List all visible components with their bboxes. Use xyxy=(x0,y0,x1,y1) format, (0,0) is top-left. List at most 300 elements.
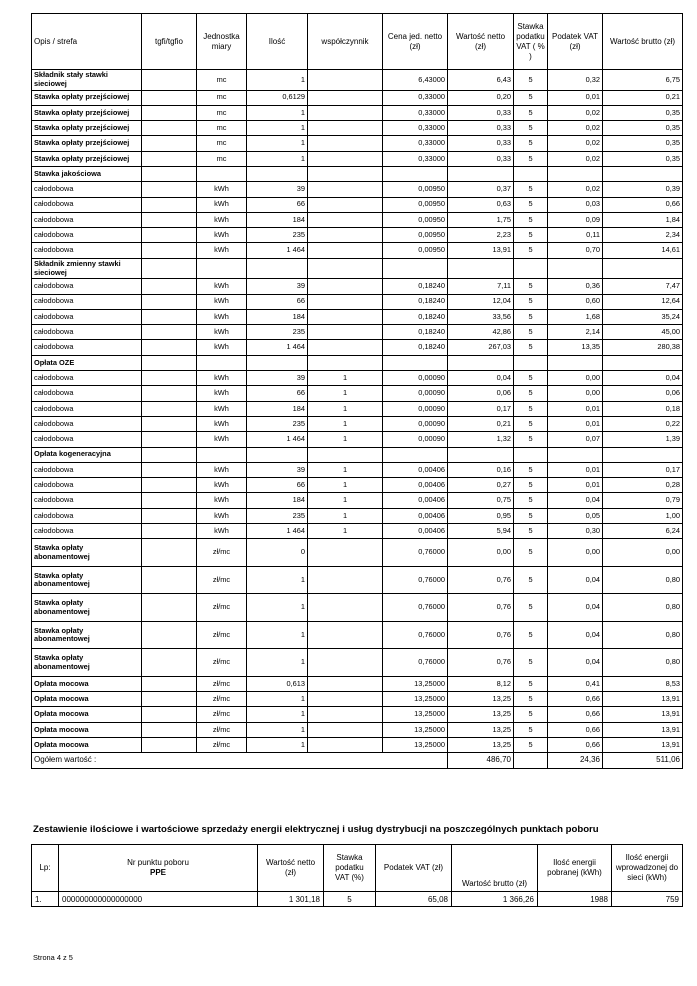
cell-ilosc: 1 xyxy=(247,105,308,120)
cell-wspolczynnik xyxy=(308,355,383,370)
cell-ilosc: 1 xyxy=(247,722,308,737)
cell-wspolczynnik xyxy=(308,279,383,294)
cell-ilosc: 235 xyxy=(247,228,308,243)
sum-cell-pobrana: 1988 xyxy=(538,892,612,907)
cell-ilosc: 1 xyxy=(247,594,308,622)
cell-ilosc: 39 xyxy=(247,462,308,477)
cell-cena: 0,00406 xyxy=(383,462,448,477)
cell-netto: 0,33 xyxy=(448,136,514,151)
cell-tgfi xyxy=(142,279,197,294)
cell-netto xyxy=(448,166,514,181)
charge-row xyxy=(32,105,683,120)
cell-cena: 0,00950 xyxy=(383,212,448,227)
cell-ilosc: 1 xyxy=(247,738,308,753)
cell-opis: Stawka opłaty przejściowej xyxy=(32,90,142,105)
total-vat: 24,36 xyxy=(548,753,603,768)
cell-wspolczynnik xyxy=(308,243,383,258)
cell-opis: Opłata mocowa xyxy=(32,692,142,707)
cell-stawka: 5 xyxy=(514,151,548,166)
cell-tgfi xyxy=(142,416,197,431)
cell-stawka: 5 xyxy=(514,508,548,523)
cell-opis: całodobowa xyxy=(32,493,142,508)
cell-jednostka: kWh xyxy=(197,401,247,416)
cell-opis: Składnik stały stawki sieciowej xyxy=(32,70,142,91)
cell-stawka: 5 xyxy=(514,309,548,324)
cell-brutto: 1,84 xyxy=(603,212,683,227)
cell-opis: całodobowa xyxy=(32,478,142,493)
cell-netto: 0,06 xyxy=(448,386,514,401)
cell-vat: 0,01 xyxy=(548,90,603,105)
cell-brutto: 0,80 xyxy=(603,594,683,622)
cell-opis: Stawka opłaty przejściowej xyxy=(32,105,142,120)
sum-cell-ppe: 000000000000000000 xyxy=(59,892,258,907)
cell-cena: 0,00950 xyxy=(383,197,448,212)
cell-tgfi xyxy=(142,566,197,594)
cell-ilosc: 1 xyxy=(247,566,308,594)
cell-ilosc xyxy=(247,166,308,181)
cell-netto: 0,27 xyxy=(448,478,514,493)
cell-netto: 6,43 xyxy=(448,70,514,91)
cell-opis: Opłata mocowa xyxy=(32,738,142,753)
cell-stawka xyxy=(514,355,548,370)
cell-brutto: 0,22 xyxy=(603,416,683,431)
cell-brutto: 12,64 xyxy=(603,294,683,309)
cell-cena: 0,33000 xyxy=(383,136,448,151)
total-netto: 486,70 xyxy=(448,753,514,768)
cell-jednostka: kWh xyxy=(197,243,247,258)
cell-cena: 0,76000 xyxy=(383,594,448,622)
cell-netto: 2,23 xyxy=(448,228,514,243)
charge-row xyxy=(32,676,683,691)
cell-cena: 0,00406 xyxy=(383,478,448,493)
cell-ilosc: 1 464 xyxy=(247,432,308,447)
cell-ilosc: 1 xyxy=(247,707,308,722)
cell-wspolczynnik xyxy=(308,539,383,567)
cell-stawka: 5 xyxy=(514,722,548,737)
cell-vat: 0,01 xyxy=(548,401,603,416)
cell-stawka: 5 xyxy=(514,493,548,508)
charge-row xyxy=(32,621,683,649)
cell-ilosc: 1 xyxy=(247,70,308,91)
col-header-wspolczynnik: współczynnik xyxy=(308,14,383,70)
cell-wspolczynnik xyxy=(308,136,383,151)
cell-tgfi xyxy=(142,151,197,166)
cell-brutto: 0,06 xyxy=(603,386,683,401)
charge-row xyxy=(32,447,683,462)
cell-brutto: 13,91 xyxy=(603,738,683,753)
charge-row xyxy=(32,386,683,401)
cell-cena xyxy=(383,355,448,370)
charge-row xyxy=(32,325,683,340)
sum-cell-brutto: 1 366,26 xyxy=(452,892,538,907)
cell-wspolczynnik xyxy=(308,325,383,340)
cell-opis: Stawka opłaty abonamentowej xyxy=(32,594,142,622)
cell-brutto: 0,80 xyxy=(603,649,683,677)
cell-netto: 0,33 xyxy=(448,105,514,120)
cell-jednostka: kWh xyxy=(197,386,247,401)
cell-cena: 0,33000 xyxy=(383,105,448,120)
cell-netto: 0,20 xyxy=(448,90,514,105)
cell-cena: 0,00950 xyxy=(383,228,448,243)
cell-tgfi xyxy=(142,707,197,722)
cell-cena: 0,18240 xyxy=(383,340,448,355)
cell-wspolczynnik: 1 xyxy=(308,478,383,493)
charge-row xyxy=(32,355,683,370)
cell-tgfi xyxy=(142,309,197,324)
cell-wspolczynnik xyxy=(308,182,383,197)
cell-tgfi xyxy=(142,228,197,243)
cell-opis: Opłata mocowa xyxy=(32,722,142,737)
cell-vat: 0,32 xyxy=(548,70,603,91)
cell-opis: Stawka opłaty przejściowej xyxy=(32,136,142,151)
charge-row xyxy=(32,228,683,243)
cell-wspolczynnik xyxy=(308,151,383,166)
cell-stawka: 5 xyxy=(514,136,548,151)
cell-tgfi xyxy=(142,136,197,151)
cell-cena: 0,00090 xyxy=(383,401,448,416)
cell-tgfi xyxy=(142,478,197,493)
cell-tgfi xyxy=(142,462,197,477)
cell-jednostka: kWh xyxy=(197,325,247,340)
cell-stawka: 5 xyxy=(514,279,548,294)
cell-opis: Opłata mocowa xyxy=(32,707,142,722)
cell-vat: 0,02 xyxy=(548,151,603,166)
cell-stawka: 5 xyxy=(514,197,548,212)
charge-row xyxy=(32,371,683,386)
cell-jednostka xyxy=(197,447,247,462)
cell-vat: 0,66 xyxy=(548,738,603,753)
cell-ilosc: 184 xyxy=(247,493,308,508)
cell-tgfi xyxy=(142,340,197,355)
cell-brutto: 13,91 xyxy=(603,692,683,707)
charge-row xyxy=(32,707,683,722)
cell-tgfi xyxy=(142,738,197,753)
cell-stawka: 5 xyxy=(514,621,548,649)
cell-brutto: 0,04 xyxy=(603,371,683,386)
total-label: Ogółem wartość : xyxy=(32,753,448,768)
cell-netto: 0,76 xyxy=(448,621,514,649)
cell-brutto: 0,00 xyxy=(603,539,683,567)
cell-opis: całodobowa xyxy=(32,524,142,539)
cell-opis: Opłata kogeneracyjna xyxy=(32,447,142,462)
cell-ilosc: 66 xyxy=(247,478,308,493)
cell-wspolczynnik xyxy=(308,340,383,355)
cell-brutto: 13,91 xyxy=(603,707,683,722)
cell-netto: 1,75 xyxy=(448,212,514,227)
sum-header-wprowadzona: Ilość energii wprowadzonej do sieci (kWh) xyxy=(612,845,683,892)
cell-cena: 0,33000 xyxy=(383,90,448,105)
cell-opis: całodobowa xyxy=(32,386,142,401)
cell-tgfi xyxy=(142,371,197,386)
cell-wspolczynnik xyxy=(308,90,383,105)
cell-brutto: 1,00 xyxy=(603,508,683,523)
cell-stawka: 5 xyxy=(514,340,548,355)
summary-table xyxy=(31,844,683,907)
cell-tgfi xyxy=(142,621,197,649)
cell-brutto xyxy=(603,166,683,181)
cell-wspolczynnik xyxy=(308,566,383,594)
cell-vat xyxy=(548,258,603,279)
cell-jednostka: kWh xyxy=(197,462,247,477)
cell-wspolczynnik xyxy=(308,70,383,91)
cell-ilosc: 66 xyxy=(247,386,308,401)
cell-ilosc: 1 464 xyxy=(247,243,308,258)
cell-tgfi xyxy=(142,401,197,416)
cell-ilosc: 39 xyxy=(247,371,308,386)
cell-vat: 0,04 xyxy=(548,566,603,594)
cell-opis: całodobowa xyxy=(32,325,142,340)
cell-jednostka: zł/mc xyxy=(197,594,247,622)
cell-brutto: 0,35 xyxy=(603,136,683,151)
cell-jednostka: zł/mc xyxy=(197,722,247,737)
cell-wspolczynnik xyxy=(308,707,383,722)
cell-jednostka: mc xyxy=(197,105,247,120)
charge-row xyxy=(32,508,683,523)
cell-ilosc: 66 xyxy=(247,197,308,212)
sum-cell-wprowadzona: 759 xyxy=(612,892,683,907)
cell-opis: Stawka opłaty abonamentowej xyxy=(32,539,142,567)
col-header-stawka: Stawka podatku VAT ( % ) xyxy=(514,14,548,70)
cell-brutto: 0,21 xyxy=(603,90,683,105)
charge-row xyxy=(32,539,683,567)
sum-header-ppe-line2: PPE xyxy=(149,868,166,877)
cell-vat: 0,00 xyxy=(548,386,603,401)
cell-ilosc: 235 xyxy=(247,325,308,340)
charges-body xyxy=(32,70,683,753)
cell-opis: całodobowa xyxy=(32,212,142,227)
cell-cena: 0,00406 xyxy=(383,524,448,539)
cell-ilosc: 184 xyxy=(247,212,308,227)
cell-wspolczynnik xyxy=(308,676,383,691)
cell-netto: 0,16 xyxy=(448,462,514,477)
cell-jednostka: kWh xyxy=(197,524,247,539)
cell-netto: 0,76 xyxy=(448,649,514,677)
cell-wspolczynnik: 1 xyxy=(308,493,383,508)
cell-opis: całodobowa xyxy=(32,243,142,258)
charge-row xyxy=(32,478,683,493)
col-header-vat: Podatek VAT (zł) xyxy=(548,14,603,70)
cell-stawka: 5 xyxy=(514,371,548,386)
cell-opis: całodobowa xyxy=(32,401,142,416)
cell-brutto: 0,80 xyxy=(603,566,683,594)
cell-cena xyxy=(383,258,448,279)
cell-wspolczynnik xyxy=(308,309,383,324)
cell-tgfi xyxy=(142,212,197,227)
cell-cena: 0,76000 xyxy=(383,566,448,594)
charge-row xyxy=(32,340,683,355)
cell-vat: 0,03 xyxy=(548,197,603,212)
cell-opis: Składnik zmienny stawki sieciowej xyxy=(32,258,142,279)
cell-tgfi xyxy=(142,166,197,181)
cell-stawka xyxy=(514,166,548,181)
cell-ilosc: 184 xyxy=(247,401,308,416)
cell-wspolczynnik xyxy=(308,258,383,279)
cell-stawka: 5 xyxy=(514,105,548,120)
charge-row xyxy=(32,166,683,181)
cell-jednostka xyxy=(197,258,247,279)
cell-tgfi xyxy=(142,524,197,539)
col-header-tgfi: tgfi/tgfio xyxy=(142,14,197,70)
cell-vat: 2,14 xyxy=(548,325,603,340)
cell-ilosc xyxy=(247,447,308,462)
cell-jednostka: mc xyxy=(197,90,247,105)
sum-header-ppe-line1: Nr punktu poboru xyxy=(127,858,189,867)
sum-header-stawka: Stawka podatku VAT (%) xyxy=(324,845,376,892)
cell-stawka: 5 xyxy=(514,539,548,567)
cell-tgfi xyxy=(142,355,197,370)
sum-cell-lp: 1. xyxy=(32,892,59,907)
cell-stawka: 5 xyxy=(514,738,548,753)
cell-tgfi xyxy=(142,594,197,622)
cell-netto: 0,63 xyxy=(448,197,514,212)
cell-tgfi xyxy=(142,649,197,677)
charge-row xyxy=(32,212,683,227)
summary-body xyxy=(32,892,683,907)
charge-row xyxy=(32,401,683,416)
cell-wspolczynnik: 1 xyxy=(308,524,383,539)
cell-ilosc xyxy=(247,355,308,370)
sum-header-vat: Podatek VAT (zł) xyxy=(376,845,452,892)
cell-stawka: 5 xyxy=(514,182,548,197)
cell-netto: 267,03 xyxy=(448,340,514,355)
cell-cena xyxy=(383,166,448,181)
cell-cena: 0,76000 xyxy=(383,539,448,567)
cell-jednostka: zł/mc xyxy=(197,621,247,649)
cell-brutto: 7,47 xyxy=(603,279,683,294)
cell-netto: 0,76 xyxy=(448,566,514,594)
cell-ilosc: 1 xyxy=(247,121,308,136)
cell-vat: 0,04 xyxy=(548,594,603,622)
cell-jednostka: kWh xyxy=(197,478,247,493)
cell-vat: 0,02 xyxy=(548,105,603,120)
cell-brutto: 280,38 xyxy=(603,340,683,355)
cell-jednostka: zł/mc xyxy=(197,566,247,594)
cell-opis: całodobowa xyxy=(32,462,142,477)
cell-netto: 7,11 xyxy=(448,279,514,294)
cell-wspolczynnik: 1 xyxy=(308,401,383,416)
charge-row xyxy=(32,90,683,105)
cell-tgfi xyxy=(142,197,197,212)
cell-cena: 13,25000 xyxy=(383,676,448,691)
cell-stawka: 5 xyxy=(514,90,548,105)
cell-vat: 0,41 xyxy=(548,676,603,691)
cell-opis: całodobowa xyxy=(32,182,142,197)
cell-wspolczynnik xyxy=(308,166,383,181)
cell-netto: 0,95 xyxy=(448,508,514,523)
cell-ilosc: 1 xyxy=(247,692,308,707)
cell-jednostka: kWh xyxy=(197,340,247,355)
cell-tgfi xyxy=(142,258,197,279)
sum-cell-vat: 65,08 xyxy=(376,892,452,907)
cell-brutto: 2,34 xyxy=(603,228,683,243)
cell-jednostka: zł/mc xyxy=(197,676,247,691)
cell-ilosc: 39 xyxy=(247,182,308,197)
cell-opis: Stawka opłaty abonamentowej xyxy=(32,649,142,677)
cell-stawka xyxy=(514,447,548,462)
charge-row xyxy=(32,738,683,753)
cell-netto: 0,75 xyxy=(448,493,514,508)
cell-wspolczynnik: 1 xyxy=(308,386,383,401)
total-row xyxy=(32,753,683,768)
cell-stawka: 5 xyxy=(514,401,548,416)
cell-vat: 1,68 xyxy=(548,309,603,324)
cell-netto: 0,17 xyxy=(448,401,514,416)
cell-stawka: 5 xyxy=(514,594,548,622)
cell-opis: Stawka opłaty abonamentowej xyxy=(32,621,142,649)
charge-row xyxy=(32,462,683,477)
cell-opis: Stawka opłaty abonamentowej xyxy=(32,566,142,594)
cell-brutto: 8,53 xyxy=(603,676,683,691)
sum-header-netto: Wartość netto (zł) xyxy=(258,845,324,892)
cell-brutto xyxy=(603,258,683,279)
col-header-ilosc: Ilość xyxy=(247,14,308,70)
cell-vat: 0,04 xyxy=(548,621,603,649)
cell-stawka: 5 xyxy=(514,294,548,309)
cell-vat xyxy=(548,166,603,181)
cell-vat: 0,00 xyxy=(548,539,603,567)
cell-netto: 0,37 xyxy=(448,182,514,197)
charge-row xyxy=(32,566,683,594)
cell-stawka: 5 xyxy=(514,386,548,401)
charge-row xyxy=(32,692,683,707)
cell-wspolczynnik: 1 xyxy=(308,508,383,523)
cell-wspolczynnik xyxy=(308,447,383,462)
cell-vat: 0,04 xyxy=(548,649,603,677)
cell-brutto: 6,75 xyxy=(603,70,683,91)
cell-wspolczynnik xyxy=(308,722,383,737)
cell-jednostka: zł/mc xyxy=(197,692,247,707)
cell-brutto xyxy=(603,447,683,462)
col-header-cena: Cena jed. netto (zł) xyxy=(383,14,448,70)
cell-netto: 42,86 xyxy=(448,325,514,340)
cell-netto: 12,04 xyxy=(448,294,514,309)
cell-wspolczynnik xyxy=(308,212,383,227)
cell-vat: 0,00 xyxy=(548,371,603,386)
cell-netto: 5,94 xyxy=(448,524,514,539)
cell-cena: 0,00950 xyxy=(383,243,448,258)
cell-vat: 0,66 xyxy=(548,707,603,722)
cell-tgfi xyxy=(142,432,197,447)
cell-cena: 13,25000 xyxy=(383,738,448,753)
charges-header-row xyxy=(32,14,683,70)
cell-tgfi xyxy=(142,722,197,737)
cell-ilosc: 0,613 xyxy=(247,676,308,691)
cell-cena: 0,76000 xyxy=(383,649,448,677)
cell-cena: 6,43000 xyxy=(383,70,448,91)
cell-vat: 0,01 xyxy=(548,462,603,477)
cell-netto: 0,00 xyxy=(448,539,514,567)
cell-brutto: 13,91 xyxy=(603,722,683,737)
cell-vat: 0,07 xyxy=(548,432,603,447)
cell-cena: 0,18240 xyxy=(383,309,448,324)
cell-ilosc: 235 xyxy=(247,416,308,431)
cell-wspolczynnik xyxy=(308,738,383,753)
cell-wspolczynnik xyxy=(308,594,383,622)
cell-opis: Stawka opłaty przejściowej xyxy=(32,151,142,166)
cell-wspolczynnik xyxy=(308,294,383,309)
cell-stawka: 5 xyxy=(514,325,548,340)
cell-jednostka: kWh xyxy=(197,212,247,227)
cell-brutto: 0,18 xyxy=(603,401,683,416)
summary-title: Zestawienie ilościowe i wartościowe sprzedaży energii elektrycznej i usług dystrybucji na poszczególnych punktach poboru xyxy=(33,824,599,835)
cell-brutto: 0,35 xyxy=(603,151,683,166)
cell-opis: całodobowa xyxy=(32,309,142,324)
cell-vat: 13,35 xyxy=(548,340,603,355)
sum-cell-netto: 1 301,18 xyxy=(258,892,324,907)
cell-stawka: 5 xyxy=(514,416,548,431)
charge-row xyxy=(32,151,683,166)
charges-table xyxy=(31,13,683,769)
